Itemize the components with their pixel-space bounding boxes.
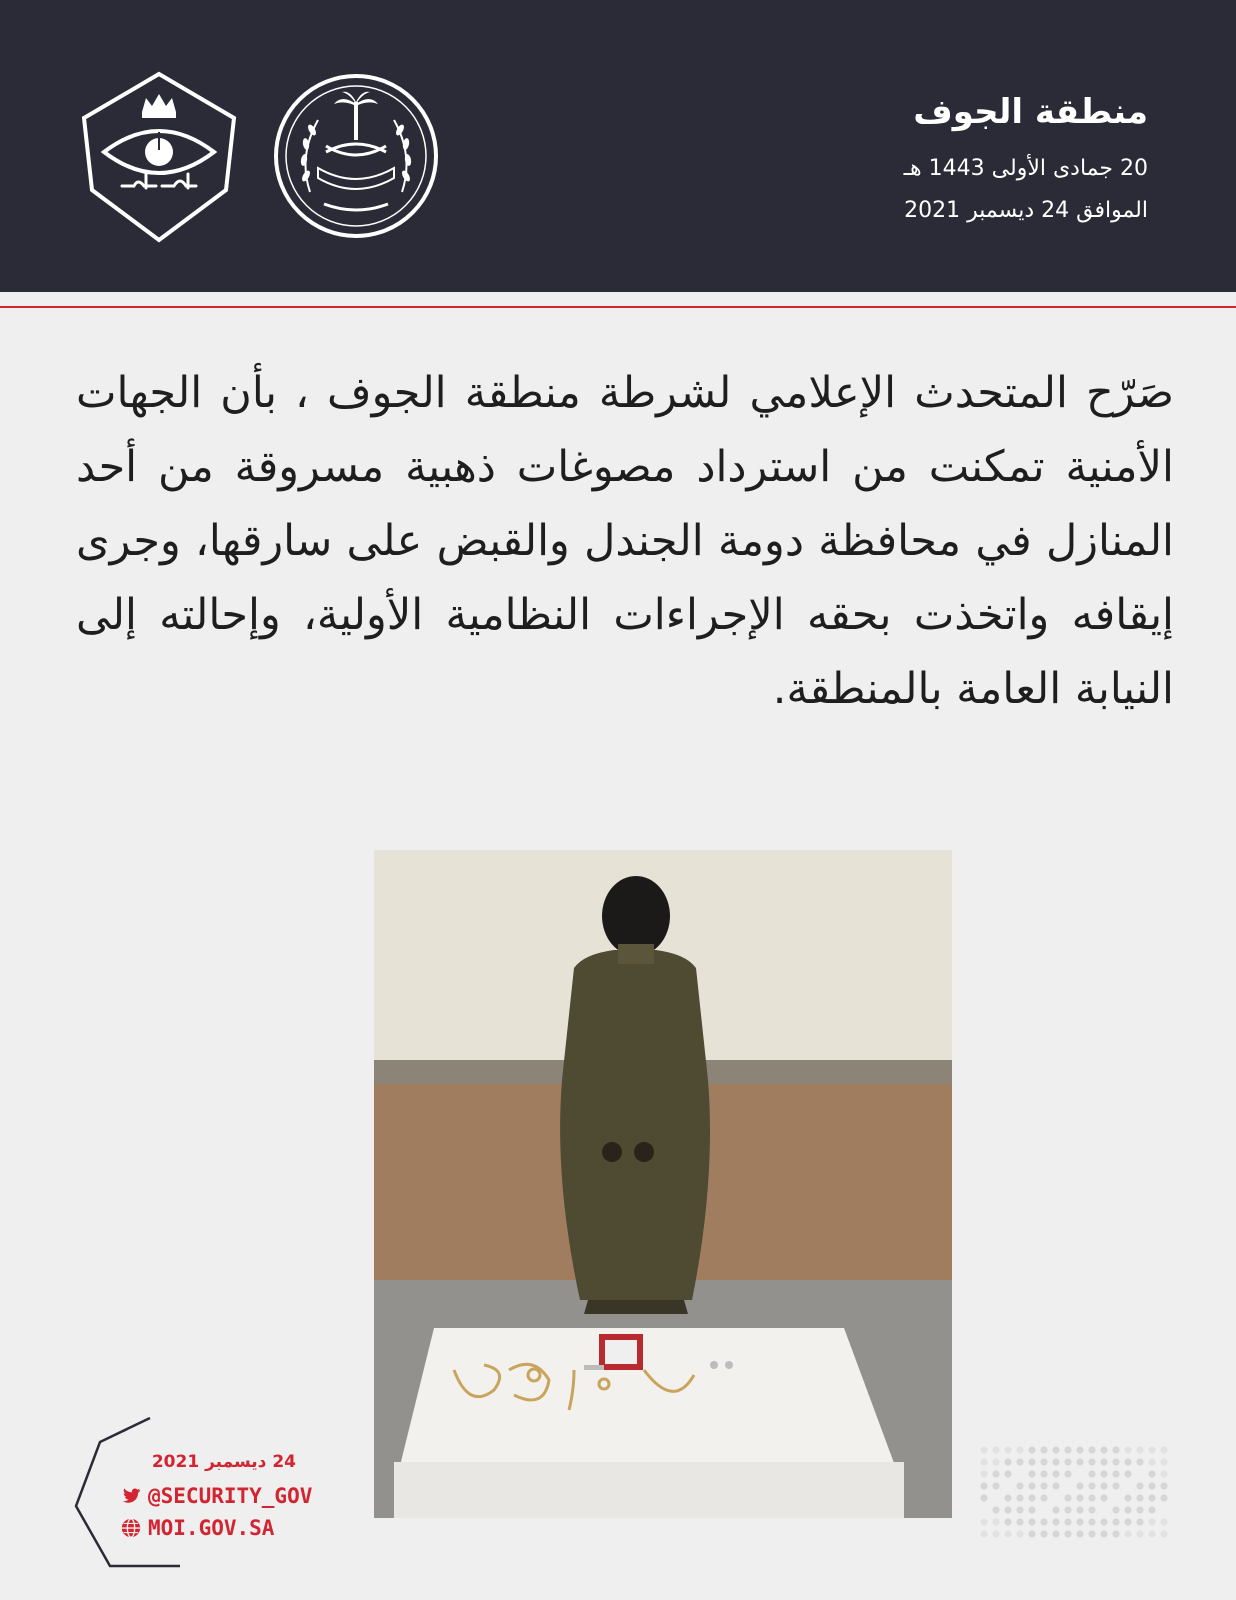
pattern-dot — [992, 1482, 999, 1489]
pattern-dot — [1088, 1494, 1095, 1501]
pattern-dot — [1052, 1482, 1059, 1489]
recovered-jewelry-table — [394, 1328, 904, 1518]
pattern-dot — [992, 1506, 999, 1513]
pattern-dot — [1160, 1518, 1167, 1525]
pattern-dot — [1100, 1446, 1107, 1453]
pattern-dot — [1112, 1458, 1119, 1465]
pattern-dot — [1076, 1518, 1083, 1525]
pattern-dot — [1028, 1458, 1035, 1465]
pattern-dot — [1088, 1518, 1095, 1525]
pattern-dot — [1124, 1530, 1131, 1537]
pattern-dot — [1112, 1518, 1119, 1525]
website-link[interactable] — [120, 1516, 274, 1540]
pattern-dot — [980, 1446, 987, 1453]
pattern-dot — [1088, 1470, 1095, 1477]
globe-icon — [120, 1517, 142, 1539]
pattern-dot — [1088, 1446, 1095, 1453]
pattern-dot — [1124, 1518, 1131, 1525]
pattern-dot — [1136, 1458, 1143, 1465]
pattern-dot — [1088, 1458, 1095, 1465]
website-url: MOI.GOV.SA — [148, 1516, 275, 1540]
pattern-dot — [1136, 1506, 1143, 1513]
pattern-dot — [1076, 1482, 1083, 1489]
pattern-dot — [992, 1530, 999, 1537]
pattern-dot — [1052, 1470, 1059, 1477]
twitter-icon — [120, 1485, 142, 1507]
pattern-dot — [1112, 1470, 1119, 1477]
pattern-dot — [1076, 1446, 1083, 1453]
pattern-dot — [992, 1458, 999, 1465]
pattern-dot — [1076, 1494, 1083, 1501]
pattern-dot — [1004, 1446, 1011, 1453]
pattern-dot — [1028, 1482, 1035, 1489]
pattern-dot — [992, 1470, 999, 1477]
press-statement: صَرّح المتحدث الإعلامي لشرطة منطقة الجوف ، بأن الجهات الأمنية تمكنت من استرداد مصوغات ذهبية مسروقة من أحد المنازل في محافظة دومة الجندل والقبض على سارقها، وجرى إيقافه واتخذت بحقه الإجراءات النظامية الأولية، وإحالته إلى النيابة العامة بالمنطقة. — [76, 368, 1174, 714]
pattern-dot — [1160, 1530, 1167, 1537]
gregorian-date: الموافق 24 ديسمبر 2021 — [904, 198, 1148, 223]
pattern-dot — [1136, 1530, 1143, 1537]
pattern-dot — [1088, 1482, 1095, 1489]
twitter-handle: @SECURITY_GOV — [148, 1484, 313, 1508]
pattern-dot — [1136, 1494, 1143, 1501]
pattern-dot — [1004, 1494, 1011, 1501]
pattern-dot — [1136, 1518, 1143, 1525]
public-security-logo — [76, 70, 242, 244]
pattern-dot — [1064, 1494, 1071, 1501]
pattern-dot — [1040, 1494, 1047, 1501]
pattern-dot — [1112, 1530, 1119, 1537]
pattern-dot — [1040, 1482, 1047, 1489]
pattern-dot — [1052, 1518, 1059, 1525]
pattern-dot — [1148, 1470, 1155, 1477]
pattern-dot — [1148, 1518, 1155, 1525]
pattern-dot — [1064, 1458, 1071, 1465]
pattern-dot — [1004, 1470, 1011, 1477]
pattern-dot — [1136, 1482, 1143, 1489]
pattern-dot — [1160, 1446, 1167, 1453]
footer-date: 24 ديسمبر 2021 — [151, 1452, 296, 1472]
pattern-dot — [1124, 1494, 1131, 1501]
pattern-dot — [1076, 1530, 1083, 1537]
pattern-dot — [1148, 1494, 1155, 1501]
pattern-dot — [1016, 1518, 1023, 1525]
pattern-dot — [1004, 1530, 1011, 1537]
pattern-dot — [980, 1494, 987, 1501]
pattern-dot — [1016, 1530, 1023, 1537]
decorative-dot-pattern — [978, 1444, 1172, 1540]
pattern-dot — [1100, 1482, 1107, 1489]
pattern-dot — [980, 1482, 987, 1489]
pattern-dot — [1016, 1446, 1023, 1453]
pattern-dot — [1148, 1530, 1155, 1537]
pattern-dot — [1112, 1446, 1119, 1453]
pattern-dot — [1004, 1506, 1011, 1513]
pattern-dot — [1028, 1494, 1035, 1501]
pattern-dot — [1028, 1446, 1035, 1453]
pattern-dot — [980, 1530, 987, 1537]
pattern-dot — [1004, 1458, 1011, 1465]
pattern-dot — [1028, 1530, 1035, 1537]
pattern-dot — [1088, 1506, 1095, 1513]
pattern-dot — [1016, 1482, 1023, 1489]
pattern-dot — [1124, 1458, 1131, 1465]
pattern-dot — [1052, 1446, 1059, 1453]
pattern-dot — [1124, 1506, 1131, 1513]
pattern-dot — [1148, 1446, 1155, 1453]
pattern-dot — [1100, 1494, 1107, 1501]
pattern-dot — [1040, 1458, 1047, 1465]
pattern-dot — [1124, 1470, 1131, 1477]
pattern-dot — [1016, 1458, 1023, 1465]
pattern-dot — [1064, 1446, 1071, 1453]
pattern-dot — [1052, 1506, 1059, 1513]
header-divider — [0, 306, 1236, 308]
pattern-dot — [1112, 1482, 1119, 1489]
pattern-dot — [1136, 1446, 1143, 1453]
arrest-photo — [374, 850, 952, 1518]
pattern-dot — [1016, 1506, 1023, 1513]
pattern-dot — [1100, 1470, 1107, 1477]
pattern-dot — [1016, 1494, 1023, 1501]
hijri-date: 20 جمادى الأولى 1443 هـ — [903, 156, 1148, 181]
twitter-link[interactable] — [120, 1484, 312, 1508]
pattern-dot — [980, 1458, 987, 1465]
pattern-dot — [1052, 1458, 1059, 1465]
region-title: منطقة الجوف — [913, 92, 1148, 132]
pattern-dot — [1040, 1530, 1047, 1537]
pattern-dot — [980, 1518, 987, 1525]
pattern-dot — [992, 1518, 999, 1525]
pattern-dot — [980, 1470, 987, 1477]
pattern-dot — [1064, 1530, 1071, 1537]
pattern-dot — [1040, 1470, 1047, 1477]
pattern-dot — [1160, 1470, 1167, 1477]
pattern-dot — [1160, 1482, 1167, 1489]
pattern-dot — [1100, 1458, 1107, 1465]
pattern-dot — [1064, 1470, 1071, 1477]
pattern-dot — [1124, 1446, 1131, 1453]
pattern-dot — [1088, 1530, 1095, 1537]
pattern-dot — [1076, 1458, 1083, 1465]
pattern-dot — [1028, 1518, 1035, 1525]
pattern-dot — [1112, 1506, 1119, 1513]
pattern-dot — [1148, 1506, 1155, 1513]
pattern-dot — [1052, 1530, 1059, 1537]
pattern-dot — [1148, 1458, 1155, 1465]
pattern-dot — [1028, 1506, 1035, 1513]
pattern-dot — [1160, 1494, 1167, 1501]
pattern-dot — [1100, 1518, 1107, 1525]
ministry-of-interior-logo — [272, 72, 440, 240]
pattern-dot — [1100, 1530, 1107, 1537]
pattern-dot — [1040, 1518, 1047, 1525]
pattern-dot — [1064, 1518, 1071, 1525]
pattern-dot — [1064, 1506, 1071, 1513]
pattern-dot — [1040, 1446, 1047, 1453]
pattern-dot — [992, 1446, 999, 1453]
pattern-dot — [1148, 1482, 1155, 1489]
pattern-dot — [1160, 1458, 1167, 1465]
pattern-dot — [1004, 1518, 1011, 1525]
pattern-dot — [1028, 1470, 1035, 1477]
pattern-dot — [1076, 1506, 1083, 1513]
